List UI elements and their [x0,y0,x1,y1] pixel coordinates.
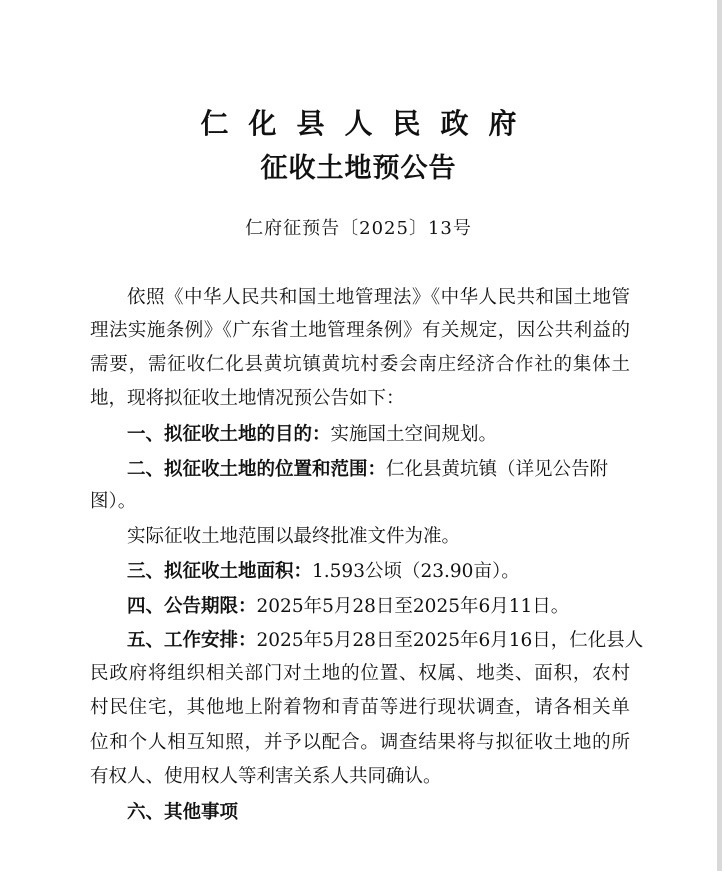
section-4 [127,595,569,619]
section-2-note: 实际征收土地范围以最终批准文件为准。 [127,526,461,547]
section-5-line-5: 有权人、使用权人等利害关系人共同确认。 [90,766,442,787]
section-5-line-2: 民政府将组织相关部门对土地的位置、权属、地类、面积，农村 [90,663,630,684]
section-3 [127,560,520,584]
page-edge-shadow [717,0,722,871]
section-2-text: 仁化县黄坑镇（详见公告附 [386,459,609,480]
section-1-heading: 一、拟征收土地的目的： [127,424,331,445]
section-5-line-3: 村民住宅，其他地上附着物和青苗等进行现状调查，请各相关单 [90,697,630,718]
document-title: 征收土地预公告 [260,153,457,184]
section-5-line-4: 位和个人相互知照，并予以配合。调查结果将与拟征收土地的所 [90,732,630,753]
document-number: 仁府征预告〔2025〕13号 [245,218,472,239]
section-4-text: 2025年5月28日至2025年6月11日。 [256,596,570,617]
intro-line-4: 地，现将拟征收土地情况预公告如下： [90,388,405,409]
issuing-authority-title: 仁化县人民政府 [200,107,537,140]
section-3-text: 1.593公顷（23.90亩）。 [312,561,520,582]
section-2-heading: 二、拟征收土地的位置和范围： [127,459,387,480]
section-6-heading: 六、其他事项 [127,802,239,823]
section-5-text: 2025年5月28日至2025年6月16日，仁化县人 [256,630,644,651]
intro-line-1: 依照《中华人民共和国土地管理法》《中华人民共和国土地管 [127,287,630,308]
section-4-heading: 四、公告期限： [127,596,257,617]
section-1 [127,423,497,447]
section-2-continuation: 图）。 [90,491,137,512]
section-2 [127,458,608,482]
intro-line-3: 需要，需征收仁化县黄坑镇黄坑村委会南庄经济合作社的集体土 [90,354,630,375]
section-5-heading: 五、工作安排： [127,630,257,651]
section-1-text: 实施国土空间规划。 [330,424,498,445]
section-3-heading: 三、拟征收土地面积： [127,561,313,582]
intro-line-2: 理法实施条例》《广东省土地管理条例》有关规定，因公共利益的 [90,320,630,341]
section-5 [127,629,644,653]
